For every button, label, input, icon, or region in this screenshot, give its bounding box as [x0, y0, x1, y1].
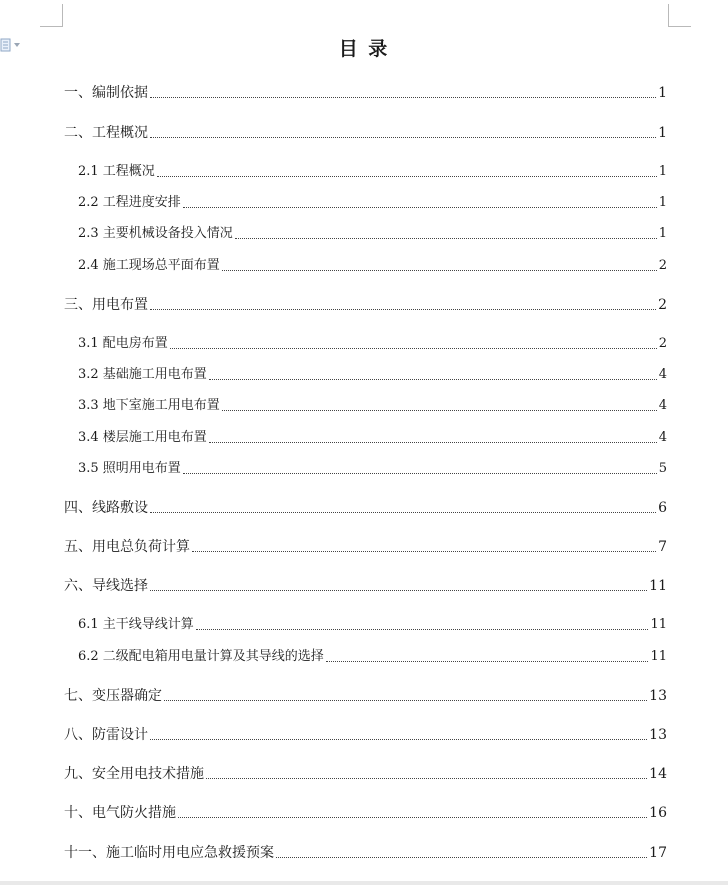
toc-entry-text: 十一、施工临时用电应急救援预案 [64, 845, 274, 861]
toc-entry[interactable] [64, 295, 667, 313]
toc-dot-leader [150, 739, 647, 740]
toc-entry-page-number: 11 [650, 617, 667, 632]
toc-dot-leader [157, 176, 657, 177]
toc-dot-leader [150, 309, 656, 310]
margin-corner-top-left [40, 4, 63, 27]
toc-entry-page-number: 1 [658, 226, 667, 241]
toc-entry-text: 十、电气防火措施 [64, 805, 176, 821]
toc-entry-page-number: 1 [658, 125, 667, 141]
toc-entry[interactable] [78, 256, 667, 274]
toc-entry[interactable] [64, 843, 667, 861]
toc-entry[interactable] [64, 725, 667, 743]
toc-entry-page-number: 14 [649, 766, 667, 782]
toc-entry-page-number: 16 [649, 805, 667, 821]
toc-entry[interactable] [64, 803, 667, 821]
toc-entry-page-number: 1 [658, 164, 667, 179]
toc-entry-text: 3.1 配电房布置 [78, 336, 168, 351]
toc-entry[interactable] [64, 123, 667, 141]
toc-entry-text: 6.2 二级配电箱用电量计算及其导线的选择 [78, 649, 324, 664]
toc-dot-leader [192, 551, 656, 552]
toc-entry-text: 2.3 主要机械设备投入情况 [78, 226, 233, 241]
toc-entry-text: 2.2 工程进度安排 [78, 195, 181, 210]
toc-entry[interactable] [64, 498, 667, 516]
toc-dot-leader [170, 348, 657, 349]
toc-dot-leader [222, 410, 657, 411]
toc-entry[interactable] [78, 193, 667, 211]
toc-entry[interactable] [78, 428, 667, 446]
toc-dot-leader [150, 97, 656, 98]
toc-entry-text: 九、安全用电技术措施 [64, 766, 204, 782]
toc-entry-page-number: 4 [658, 367, 667, 382]
toc-entry-page-number: 11 [650, 649, 667, 664]
toc-entry-text: 四、线路敷设 [64, 500, 148, 516]
toc-dot-leader [276, 857, 647, 858]
toc-entry-text: 3.4 楼层施工用电布置 [78, 430, 207, 445]
toc-entry-text: 二、工程概况 [64, 125, 148, 141]
toc-entry-text: 五、用电总负荷计算 [64, 539, 190, 555]
toc-entry[interactable] [64, 686, 667, 704]
toc-entry-text: 2.1 工程概况 [78, 164, 155, 179]
toc-entry[interactable] [78, 162, 667, 180]
toc-entry[interactable] [64, 83, 667, 101]
toc-dot-leader [150, 512, 656, 513]
toc-entry-text: 6.1 主干线导线计算 [78, 617, 194, 632]
toc-dot-leader [196, 629, 649, 630]
toc-dot-leader [150, 590, 647, 591]
toc-dot-leader [326, 661, 649, 662]
toc-entry[interactable] [78, 647, 667, 665]
toc-entry-page-number: 11 [649, 578, 667, 594]
toc-entry[interactable] [78, 615, 667, 633]
toc-entry-page-number: 1 [658, 85, 667, 101]
toc-entry-text: 三、用电布置 [64, 297, 148, 313]
page-bottom-edge [0, 881, 728, 885]
toc-entry-page-number: 2 [658, 258, 667, 273]
toc-entry-text: 八、防雷设计 [64, 727, 148, 743]
toc-entry-page-number: 5 [658, 461, 667, 476]
toc-entry[interactable] [78, 365, 667, 383]
toc-entry-page-number: 4 [658, 398, 667, 413]
toc-entry-page-number: 4 [658, 430, 667, 445]
toc-dot-leader [235, 238, 657, 239]
toc-dot-leader [206, 778, 647, 779]
toc-entry-text: 六、导线选择 [64, 578, 148, 594]
toc-entry[interactable] [78, 334, 667, 352]
toc-entry-text: 七、变压器确定 [64, 688, 162, 704]
toc-entry-page-number: 2 [658, 336, 667, 351]
toc-title: 目 录 [338, 38, 390, 60]
toc-entry-page-number: 6 [658, 500, 667, 516]
toc-dot-leader [164, 700, 647, 701]
toc-entry-text: 3.5 照明用电布置 [78, 461, 181, 476]
toc-entry[interactable] [64, 576, 667, 594]
toc-entry-text: 3.2 基础施工用电布置 [78, 367, 207, 382]
toc-entry-text: 一、编制依据 [64, 85, 148, 101]
toc-entry-page-number: 2 [658, 297, 667, 313]
toc-entry-text: 3.3 地下室施工用电布置 [78, 398, 220, 413]
toc-dot-leader [178, 817, 647, 818]
toc-entry[interactable] [78, 459, 667, 477]
toc-dot-leader [222, 270, 657, 271]
toc-dot-leader [150, 137, 656, 138]
toc-entry[interactable] [64, 537, 667, 555]
toc-dot-leader [183, 207, 657, 208]
toc-entry[interactable] [78, 396, 667, 414]
toc-entry[interactable] [64, 764, 667, 782]
toc-dot-leader [209, 442, 657, 443]
margin-corner-top-right [668, 4, 691, 27]
toc-entry-page-number: 13 [649, 727, 667, 743]
toc-dot-leader [183, 473, 657, 474]
toc-entry-text: 2.4 施工现场总平面布置 [78, 258, 220, 273]
toc-entry[interactable] [78, 224, 667, 242]
toc-dot-leader [209, 379, 657, 380]
toc-entry-page-number: 1 [658, 195, 667, 210]
toc-entry-page-number: 17 [649, 845, 667, 861]
toc-entry-page-number: 13 [649, 688, 667, 704]
toc-entry-page-number: 7 [658, 539, 667, 555]
